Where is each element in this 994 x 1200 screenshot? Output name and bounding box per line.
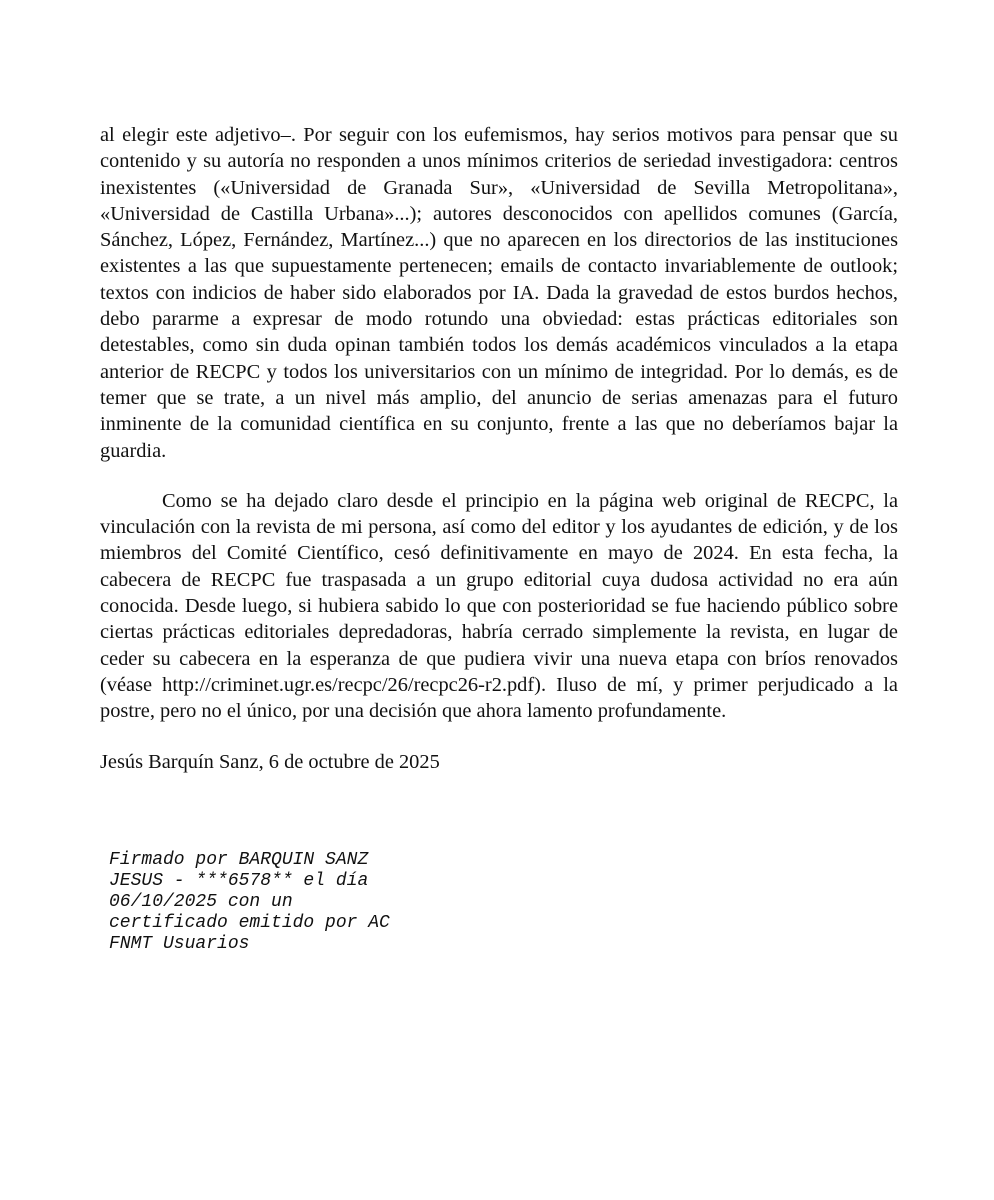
digital-signature-stamp: Firmado por BARQUIN SANZ JESUS - ***6578** el día 06/10/2025 con un certificado emitido por AC FNMT Usuarios (109, 850, 390, 954)
body-paragraph-2: Como se ha dejado claro desde el principio en la página web original de RECPC, la vinculación con la revista de mi persona, así como del editor y los ayudantes de edición, y de los miembros del Comité Científico, cesó definitivamente en mayo de 2024. En esta fecha, la cabecera de RECPC fue traspasada a un grupo editorial cuya dudosa actividad no era aún conocida. Desde luego, si hubiera sabido lo que con posterioridad se fue haciendo público sobre ciertas prácticas editoriales depredadoras, habría cerrado simplemente la revista, en lugar de ceder su cabecera en la esperanza de que pudiera vivir una nueva etapa con bríos renovados (véase http://criminet.ugr.es/recpc/26/recpc26-r2.pdf). Iluso de mí, y primer perjudicado a la postre, pero no el único, por una decisión que ahora lamento profundamente. (100, 489, 898, 723)
author-signoff: Jesús Barquín Sanz, 6 de octubre de 2025 (100, 750, 440, 773)
body-paragraph-1: al elegir este adjetivo–. Por seguir con los eufemismos, hay serios motivos para pensar que su contenido y su autoría no responden a unos mínimos criterios de seriedad investigadora: centros inexistentes («Universidad de Granada Sur», «Universidad de Sevilla Metropolitana», «Universidad de Castilla Urbana»...); autores desconocidos con apellidos comunes (García, Sánchez, López, Fernández, Martínez...) que no aparecen en los directorios de las instituciones existentes a las que supuestamente pertenecen; emails de contacto invariablemente de outlook; textos con indicios de haber sido elaborados por IA. Dada la gravedad de estos burdos hechos, debo pararme a expresar de modo rotundo una obviedad: estas prácticas editoriales son detestables, como sin duda opinan también todos los demás académicos vinculados a la etapa anterior de RECPC y todos los universitarios con un mínimo de integridad. Por lo demás, es de temer que se trate, a un nivel más amplio, del anuncio de serias amenazas para el futuro inminente de la comunidad científica en su conjunto, frente a las que no deberíamos bajar la guardia. (100, 124, 898, 462)
document-page (100, 122, 898, 775)
